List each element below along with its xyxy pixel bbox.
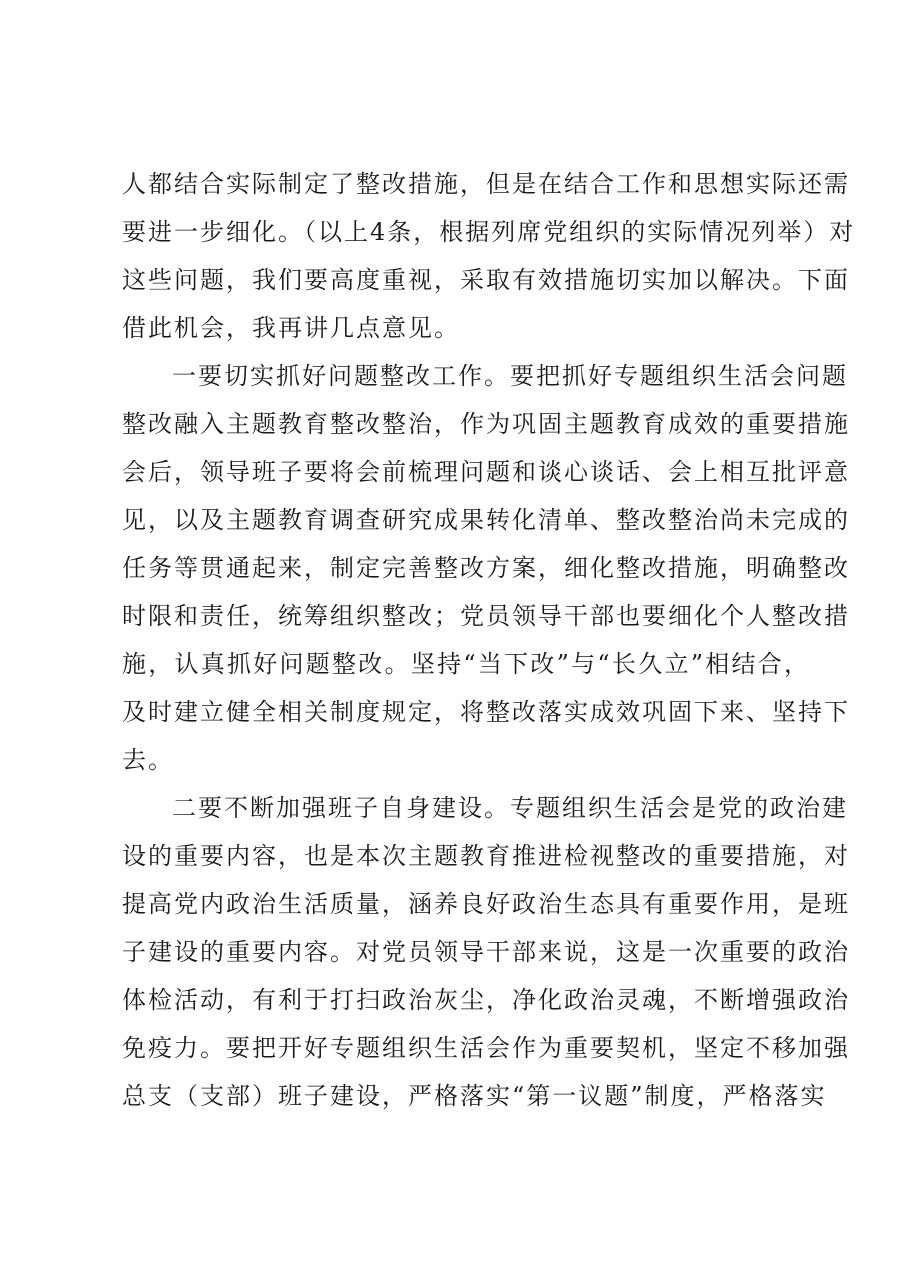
paragraph-line: 体检活动，有利于打扫政治灰尘，净化政治灵魂，不断增强政治 [122, 986, 850, 1014]
paragraph-line: 免疫力。要把开好专题组织生活会作为重要契机，坚定不移加强 [122, 1034, 850, 1062]
paragraph-line: 任务等贯通起来，制定完善整改方案，细化整改措施，明确整改 [122, 554, 850, 582]
paragraph-line: 及时建立健全相关制度规定，将整改落实成效巩固下来、坚持下 [122, 698, 850, 726]
paragraph-line: 会后，领导班子要将会前梳理问题和谈心谈话、会上相互批评意 [122, 458, 850, 486]
paragraph-line: 要进一步细化。（以上4条，根据列席党组织的实际情况列举）对 [122, 218, 856, 246]
paragraph-line: 这些问题，我们要高度重视，采取有效措施切实加以解决。下面 [122, 266, 850, 294]
paragraph-line: 见，以及主题教育调查研究成果转化清单、整改整治尚未完成的 [122, 506, 850, 534]
paragraph-line: 人都结合实际制定了整改措施，但是在结合工作和思想实际还需 [122, 170, 850, 198]
paragraph-2 [122, 352, 850, 784]
paragraph-3 [122, 784, 850, 1120]
paragraph-line: 二要不断加强班子自身建设。专题组织生活会是党的政治建 [172, 794, 848, 822]
paragraph-line: 一要切实抓好问题整改工作。要把抓好专题组织生活会问题 [172, 362, 848, 390]
paragraph-line: 时限和责任，统筹组织整改；党员领导干部也要细化个人整改措 [122, 602, 850, 630]
paragraph-line: 借此机会，我再讲几点意见。 [122, 314, 460, 342]
paragraph-line: 去。 [122, 746, 174, 774]
paragraph-1 [122, 160, 856, 352]
paragraph-line: 整改融入主题教育整改整治，作为巩固主题教育成效的重要措施 [122, 410, 850, 438]
paragraph-line: 施，认真抓好问题整改。坚持“当下改”与“长久立”相结合， [122, 650, 810, 678]
paragraph-line: 总支（支部）班子建设，严格落实“第一议题”制度，严格落实 [122, 1082, 827, 1110]
paragraph-line: 子建设的重要内容。对党员领导干部来说，这是一次重要的政治 [122, 938, 850, 966]
paragraph-line: 提高党内政治生活质量，涵养良好政治生态具有重要作用，是班 [122, 890, 850, 918]
paragraph-line: 设的重要内容，也是本次主题教育推进检视整改的重要措施，对 [122, 842, 850, 870]
